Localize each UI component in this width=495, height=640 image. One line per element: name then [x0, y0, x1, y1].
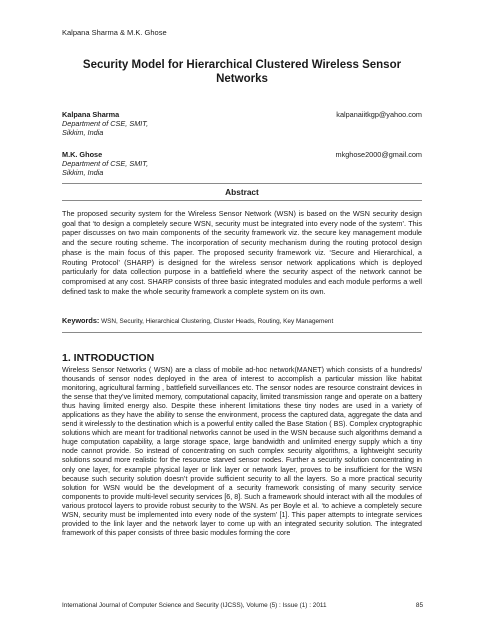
abstract-bottom-rule: [62, 200, 422, 201]
abstract-text: The proposed security system for the Wireless Sensor Network (WSN) is based on the WSN security design goal that ‘to design a completely secure WSN, security must be integrated into every node of the system’. This paper discusses on two main components of the security framework viz. the secure key management module and the secure routing scheme. The incorporation of security mechanism during the routing protocol design phase is the main focus of this paper. The proposed security framework viz. ‘Secure and Hierarchical, a Routing Protocol’ (SHARP) is designed for the wireless sensor network applications which is deployed particularly for data collection purpose in a battlefield where the security aspect of the network cannot be compromised at any cost. SHARP consists of three basic integrated modules and each module performs a well defined task to make the whole security framework a complete system on its own.: [62, 209, 422, 296]
keywords-label: Keywords:: [62, 316, 100, 325]
author-block-1: [62, 110, 422, 138]
keywords-line: [62, 316, 422, 326]
author-department: Department of CSE, SMIT,: [62, 159, 149, 169]
running-header: Kalpana Sharma & M.K. Ghose: [62, 28, 167, 37]
section-heading-introduction: 1. INTRODUCTION: [62, 352, 155, 364]
author-block-2: [62, 150, 422, 178]
keywords-rule: [62, 332, 422, 333]
abstract-heading: Abstract: [225, 187, 259, 197]
author-name: M.K. Ghose: [62, 150, 103, 159]
author-email: kalpanaiitkgp@yahoo.com: [336, 110, 422, 119]
introduction-text: Wireless Sensor Networks ( WSN) are a class of mobile ad-hoc network(MANET) which consists of a hundreds/ thousands of sensor nodes deployed in the area of interest to accomplish a particular mission like habitat monitoring, agricultural farming , battlefield surveillances etc. The sensor nodes are resource constraint devices in the sense that they’ve limited memory, computational capacity, limited transmission range and operate on a battery thus having limited energy also. Despite these inherent limitations these tiny nodes are used in a variety of applications as they have the ability to sense the environment, process the captured data, aggregate the data and send it wirelessly to the destination which is a powerful entity called the Base Station ( BS). Complex cryptographic solutions which are meant for traditional networks cannot be used in the WSN because such algorithms demand a huge computation capability, a large storage space, large bandwidth and unlimited energy supply which a tiny node cannot provide. So instead of concentrating on such complex security algorithms, a lightweight security solutions sound more realistic for the resource starved sensor nodes. Further a security solution concentrating in only one layer, for example physical layer or link layer or network layer, proves to be insufficient for the WSN because such security solution doesn’t provide sufficient security to all the layers. So a more practical security solution for WSN would be the development of a security framework consisting of many security service components to provide multi-level security services [6, 8]. Such a framework should interact with all the modules of various protocol layers to provide robust security to the WSN. As per Boyle et al. ‘to achieve a completely secure WSN, security must be implemented into every node of the system’ [1]. This paper attempts to integrate services provided to the link layer and the network layer to come up with an integrated security solution. The integrated framework of this paper consists of three basic modules forming the core: [62, 366, 422, 537]
author-email: mkghose2000@gmail.com: [335, 150, 422, 159]
author-department: Department of CSE, SMIT,: [62, 119, 149, 129]
author-name: Kalpana Sharma: [62, 110, 120, 119]
keywords-text: WSN, Security, Hierarchical Clustering, Cluster Heads, Routing, Key Management: [101, 318, 334, 325]
author-location: Sikkim, India: [62, 128, 104, 138]
author-location: Sikkim, India: [62, 168, 104, 178]
paper-title: Security Model for Hierarchical Clustered Wireless Sensor Networks: [82, 59, 402, 85]
footer-page-number: 85: [415, 602, 423, 609]
abstract-top-rule: [62, 183, 422, 184]
footer-journal: International Journal of Computer Science and Security (IJCSS), Volume (5) : Issue (1) : 2011: [62, 602, 327, 609]
